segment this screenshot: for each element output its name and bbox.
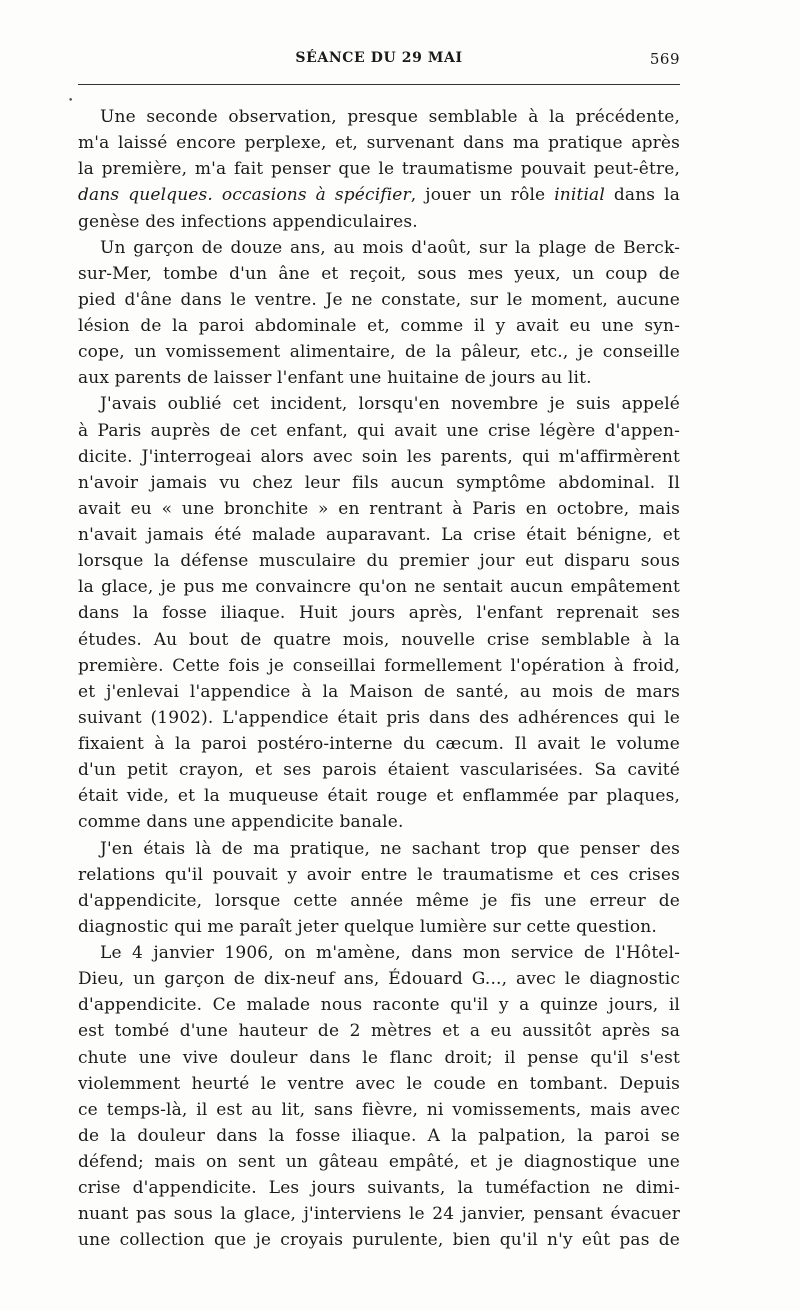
text-line [78, 1018, 680, 1044]
text-run: dans la [604, 185, 680, 206]
text-line [78, 522, 680, 548]
text-line [78, 705, 680, 731]
text-line [78, 966, 680, 992]
text-run: études. Au bout de quatre mois, nouvelle crise semblable à la [78, 629, 680, 650]
text-line [78, 470, 680, 496]
text-line [78, 809, 680, 835]
text-run: à Paris auprès de cet enfant, qui avait une crise légère d'appen- [78, 420, 680, 441]
text-run: la première, m'a fait penser que le traumatisme pouvait peut-être, [78, 159, 680, 180]
text-line [78, 182, 680, 208]
text-run: d'un petit crayon, et ses parois étaient vascularisées. Sa cavité [78, 760, 680, 781]
text-line [78, 1045, 680, 1071]
text-run: sur-Mer, tombe d'un âne et reçoit, sous mes yeux, un coup de [78, 263, 680, 284]
text-run: la glace, je pus me convaincre qu'on ne sentait aucun empâtement [78, 577, 680, 598]
text-run: dans la fosse iliaque. Huit jours après, l'enfant reprenait ses [78, 603, 680, 624]
running-title: SÉANCE DU 29 MAI [295, 50, 463, 66]
text-run: relations qu'il pouvait y avoir entre le traumatisme et ces crises [78, 864, 680, 885]
text-line [78, 1123, 680, 1149]
body-text [78, 104, 680, 1254]
text-run: lésion de la paroi abdominale et, comme il y avait eu une syn- [78, 316, 680, 336]
text-line [78, 418, 680, 444]
text-run: et j'enlevai l'appendice à la Maison de santé, au mois de mars [78, 681, 680, 702]
text-run: genèse des infections appendiculaires. [78, 211, 418, 232]
text-line [78, 914, 680, 940]
running-head [78, 50, 680, 74]
text-run: comme dans une appendicite banale. [78, 812, 404, 833]
text-line [78, 1071, 680, 1097]
text-line [78, 757, 680, 783]
text-run: Le 4 janvier 1906, on m'amène, dans mon service de l'Hôtel- [100, 943, 680, 963]
text-line [78, 862, 680, 888]
text-run: avait eu « une bronchite » en rentrant à Paris en octobre, mais [78, 498, 680, 519]
text-run: m'a laissé encore perplexe, et, survenant dans ma pratique après [78, 133, 680, 154]
text-run: une collection que je croyais purulente, bien qu'il n'y eût pas de [78, 1230, 680, 1251]
text-line [78, 313, 680, 339]
text-run: ce temps-là, il est au lit, sans fièvre, ni vomissements, mais avec [78, 1099, 680, 1120]
text-line [78, 888, 680, 914]
text-run: fixaient à la paroi postéro-interne du cæcum. Il avait le volume [78, 734, 680, 754]
text-run: lorsque la défense musculaire du premier jour eut disparu sous [78, 551, 680, 572]
text-run: dicite. J'interrogeai alors avec soin les parents, qui m'affirmèrent [78, 446, 680, 467]
text-line [78, 391, 680, 417]
text-line [78, 156, 680, 182]
text-run: pied d'âne dans le ventre. Je ne constate, sur le moment, aucune [78, 289, 680, 310]
text-line [78, 104, 680, 130]
text-line [78, 444, 680, 470]
text-run: crise d'appendicite. Les jours suivants, la tuméfaction ne dimi- [78, 1178, 680, 1199]
italic-text: dans quelques. occasions à spécifier [78, 185, 411, 206]
text-run: J'en étais là de ma pratique, ne sachant trop que penser des [100, 838, 680, 859]
text-run: nuant pas sous la glace, j'interviens le 24 janvier, pensant évacuer [78, 1204, 680, 1225]
text-run: est tombé d'une hauteur de 2 mètres et a eu aussitôt après sa [78, 1021, 680, 1042]
header-rule [78, 84, 680, 85]
text-run: violemment heurté le ventre avec le coude en tombant. Depuis [78, 1073, 680, 1094]
text-run: Une seconde observation, presque semblable à la précédente, [100, 107, 680, 127]
page-number: 569 [649, 50, 680, 68]
text-line [78, 783, 680, 809]
text-run: aux parents de laisser l'enfant une huitaine de jours au lit. [78, 368, 592, 389]
text-line [78, 600, 680, 626]
text-line [78, 1227, 680, 1253]
text-line [78, 1149, 680, 1175]
italic-text: initial [554, 185, 605, 206]
text-run: de la douleur dans la fosse iliaque. A la palpation, la paroi se [78, 1125, 680, 1146]
text-line [78, 235, 680, 261]
text-line [78, 574, 680, 600]
text-line [78, 548, 680, 574]
text-run: d'appendicite, lorsque cette année même je fis une erreur de [78, 890, 680, 911]
text-run: , jouer un rôle [410, 185, 555, 206]
text-line [78, 992, 680, 1018]
text-run: n'avoir jamais vu chez leur fils aucun symptôme abdominal. Il [78, 472, 680, 493]
text-line [78, 627, 680, 653]
ornament-mark: • [68, 96, 74, 106]
text-run: diagnostic qui me paraît jeter quelque lumière sur cette question. [78, 916, 657, 937]
text-run: était vide, et la muqueuse était rouge et enflammée par plaques, [78, 786, 680, 807]
text-line [78, 1175, 680, 1201]
text-line [78, 653, 680, 679]
text-line [78, 287, 680, 313]
text-run: d'appendicite. Ce malade nous raconte qu'il y a quinze jours, il [78, 995, 680, 1016]
text-run: J'avais oublié cet incident, lorsqu'en novembre je suis appelé [100, 394, 680, 415]
text-run: Un garçon de douze ans, au mois d'août, sur la plage de Berck- [100, 237, 680, 258]
text-line [78, 209, 680, 235]
text-line [78, 261, 680, 287]
text-line [78, 940, 680, 966]
text-line [78, 339, 680, 365]
text-line [78, 1201, 680, 1227]
text-run: chute une vive douleur dans le flanc droit; il pense qu'il s'est [78, 1047, 680, 1068]
text-run: Dieu, un garçon de dix-neuf ans, Édouard G..., avec le diagnostic [78, 969, 680, 990]
text-run: première. Cette fois je conseillai formellement l'opération à froid, [78, 655, 680, 676]
text-run: défend; mais on sent un gâteau empâté, et je diagnostique une [78, 1152, 680, 1172]
text-run: n'avait jamais été malade auparavant. La crise était bénigne, et [78, 525, 680, 545]
text-line [78, 1097, 680, 1123]
text-line [78, 836, 680, 862]
text-run: cope, un vomissement alimentaire, de la pâleur, etc., je conseille [78, 342, 680, 363]
text-line [78, 496, 680, 522]
text-line [78, 679, 680, 705]
text-run: suivant (1902). L'appendice était pris dans des adhérences qui le [78, 707, 680, 728]
text-line [78, 130, 680, 156]
text-line [78, 731, 680, 757]
text-line [78, 365, 680, 391]
